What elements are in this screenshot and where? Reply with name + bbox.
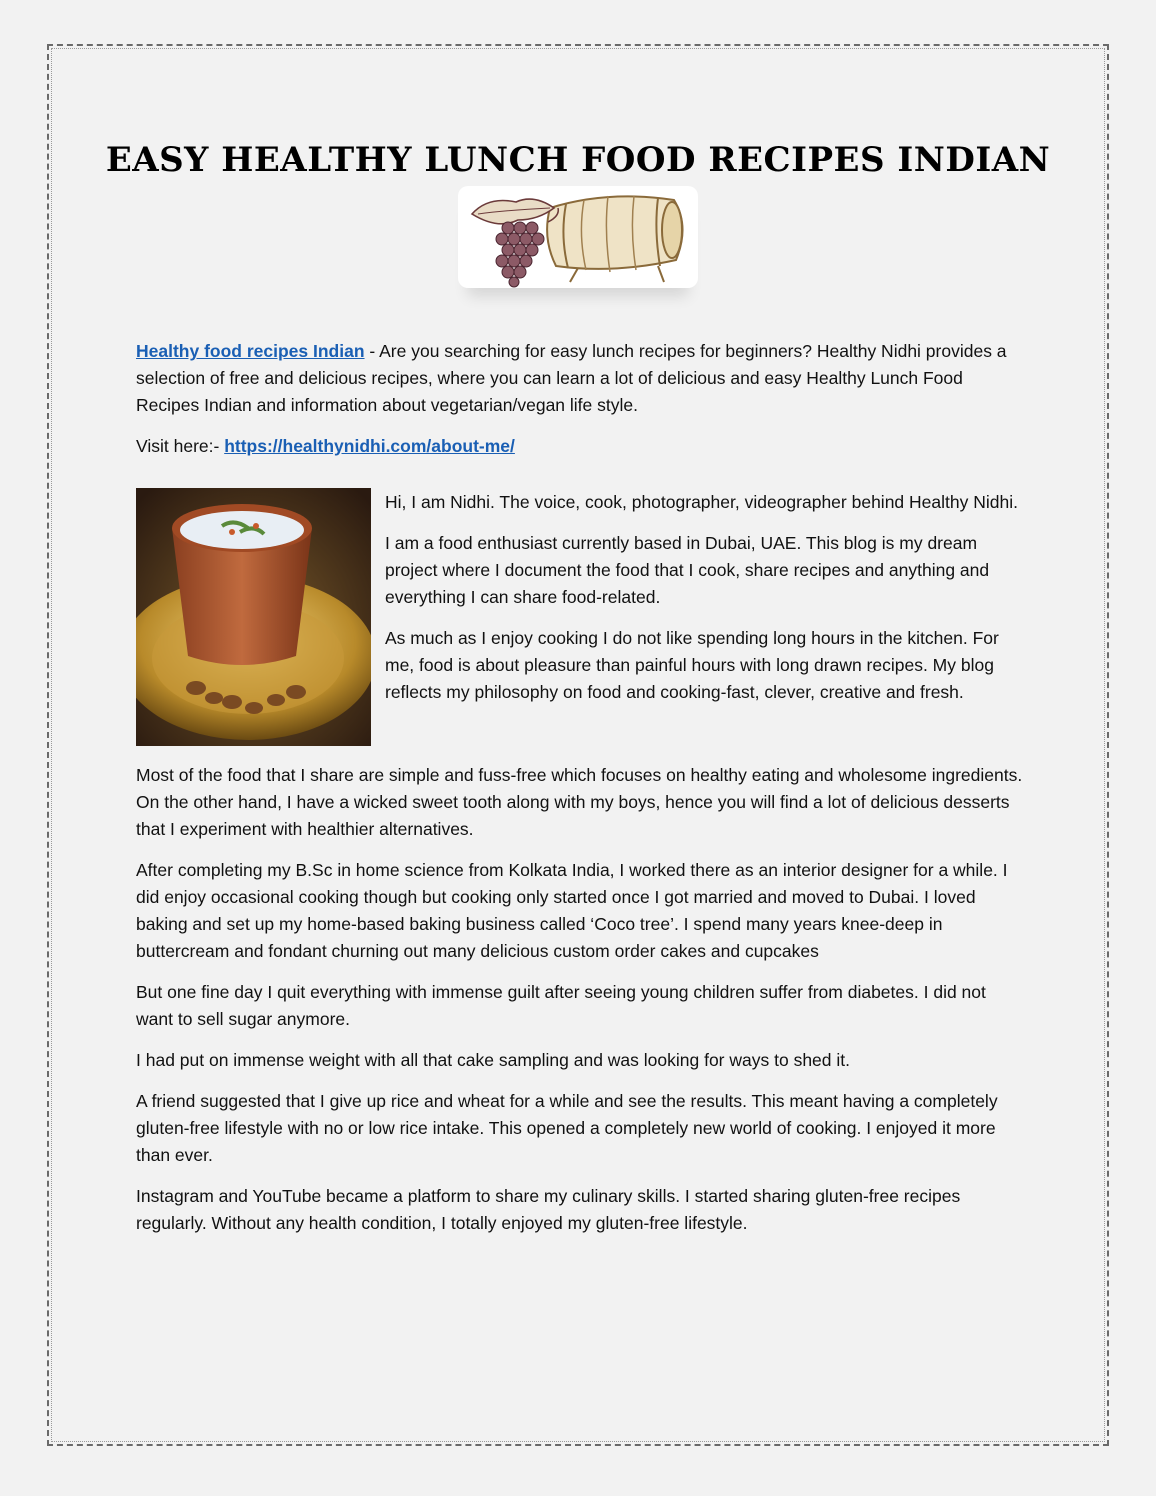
about-paragraph: Hi, I am Nidhi. The voice, cook, photographer, videographer behind Healthy Nidhi. xyxy=(385,492,1018,512)
kulhad-drink-photo-icon xyxy=(136,488,371,746)
intro-paragraph xyxy=(136,338,1026,419)
body-paragraph: After completing my B.Sc in home science from Kolkata India, I worked there as an interior designer for a while. I did enjoy occasional cooking though but cooking only started once I got married and moved to Dubai. I loved baking and set up my home-based baking business called ‘Coco tree’. I spend many years knee-deep in buttercream and fondant churning out many delicious custom order cakes and cupcakes xyxy=(136,860,1008,961)
grapes-barrel-logo-icon xyxy=(458,186,698,288)
grapes-icon xyxy=(496,222,544,287)
content xyxy=(136,338,1026,1251)
body-paragraph: A friend suggested that I give up rice and wheat for a while and see the results. This meant having a completely gluten-free lifestyle with no or low rice intake. This opened a completely new world of cooking. I enjoyed it more than ever. xyxy=(136,1091,998,1165)
about-text xyxy=(385,488,1026,746)
about-section xyxy=(136,488,1026,746)
visit-paragraph xyxy=(136,433,1026,460)
body-paragraph: I had put on immense weight with all that cake sampling and was looking for ways to shed it. xyxy=(136,1050,850,1070)
body-paragraph: Most of the food that I share are simple and fuss-free which focuses on healthy eating and wholesome ingredients. On the other hand, I have a wicked sweet tooth along with my boys, hence you will find a lot of delicious desserts that I experiment with healthier alternatives. xyxy=(136,765,1023,839)
about-paragraph: As much as I enjoy cooking I do not like spending long hours in the kitchen. For me, food is about pleasure than painful hours with long drawn recipes. My blog reflects my philosophy on food and cooking-fast, clever, creative and fresh. xyxy=(385,628,999,702)
body-paragraph: Instagram and YouTube became a platform to share my culinary skills. I started sharing gluten-free recipes regularly. Without any health condition, I totally enjoyed my gluten-free lifestyle. xyxy=(136,1186,961,1233)
about-paragraph: I am a food enthusiast currently based in Dubai, UAE. This blog is my dream project where I document the food that I cook, share recipes and anything and everything I can share food-related. xyxy=(385,533,990,607)
visit-label: Visit here:- xyxy=(136,436,225,456)
grape-leaf-icon xyxy=(472,199,554,224)
body-paragraph: But one fine day I quit everything with immense guilt after seeing young children suffer from diabetes. I did not want to sell sugar anymore. xyxy=(136,982,986,1029)
page-title: EASY HEALTHY LUNCH FOOD RECIPES INDIAN xyxy=(105,140,1051,180)
about-me-link[interactable]: https://healthynidhi.com/about-me/ xyxy=(224,436,515,456)
barrel-icon xyxy=(547,196,682,282)
intro-text: - Are you searching for easy lunch recipes for beginners? Healthy Nidhi provides a selection of free and delicious recipes, where you can learn a lot of delicious and easy Healthy Lunch Food Recipes Indian and information about vegetarian/vegan life style. xyxy=(136,341,1007,415)
healthy-food-recipes-link[interactable]: Healthy food recipes Indian xyxy=(136,341,365,361)
